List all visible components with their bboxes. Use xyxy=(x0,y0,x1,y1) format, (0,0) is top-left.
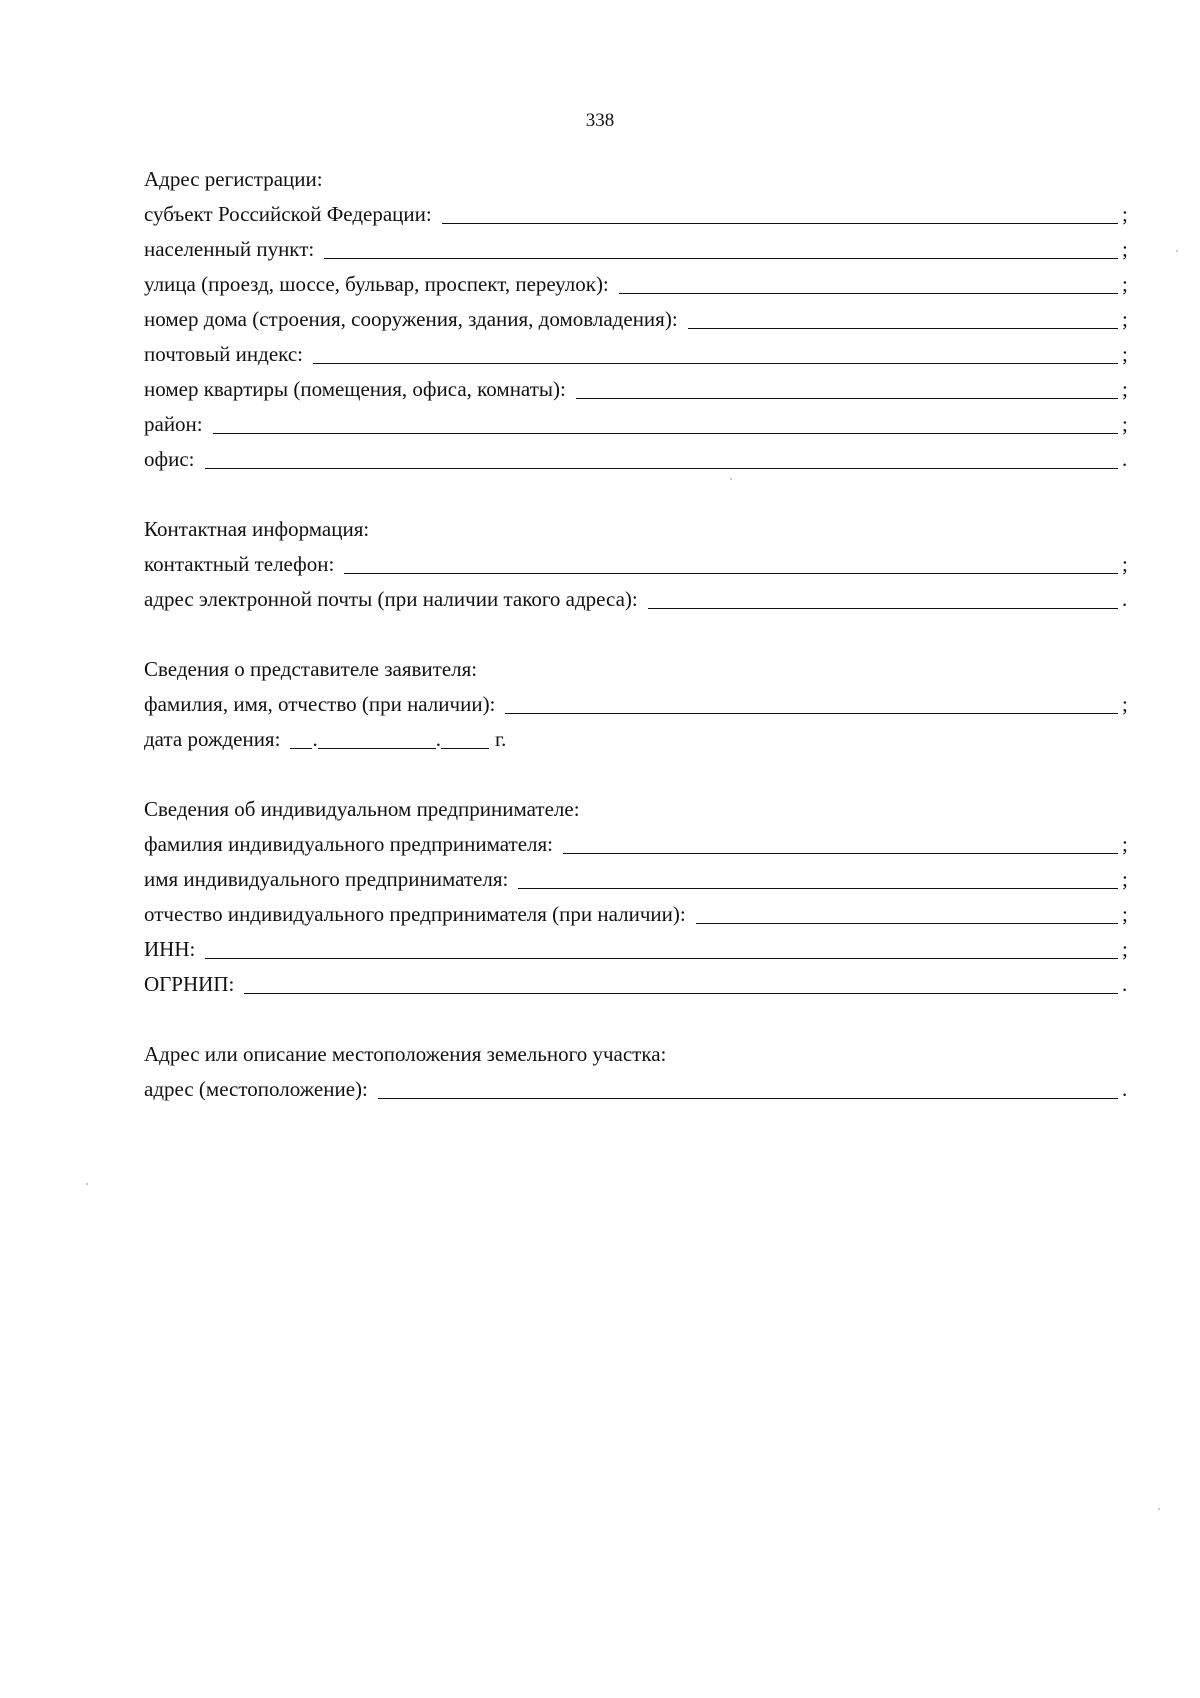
locality-field[interactable] xyxy=(324,235,1118,259)
scan-speck xyxy=(730,478,732,480)
field-terminator: ; xyxy=(1122,202,1128,226)
entrepreneur-patronymic-field[interactable] xyxy=(696,900,1118,924)
entrepreneur-name-field[interactable] xyxy=(518,865,1118,889)
postal-code-field[interactable] xyxy=(313,340,1118,364)
field-row-phone xyxy=(144,547,1134,582)
date-separator: . xyxy=(435,727,441,751)
field-terminator: ; xyxy=(1122,867,1128,891)
entrepreneur-section xyxy=(144,792,1134,1002)
field-terminator: ; xyxy=(1122,832,1128,856)
field-row-locality xyxy=(144,232,1134,267)
registration-section xyxy=(144,162,1134,477)
ogrnip-field[interactable] xyxy=(244,970,1118,994)
field-row-birth-date xyxy=(144,722,1134,757)
field-terminator: ; xyxy=(1122,237,1128,261)
field-row-land-address xyxy=(144,1072,1134,1107)
house-number-field[interactable] xyxy=(688,305,1118,329)
entrepreneur-surname-field[interactable] xyxy=(563,830,1118,854)
field-terminator: ; xyxy=(1122,937,1128,961)
field-terminator: ; xyxy=(1122,272,1128,296)
registration-heading: Адрес регистрации: xyxy=(144,167,323,191)
field-row-house xyxy=(144,302,1134,337)
field-label: улица (проезд, шоссе, бульвар, проспект, переулок): xyxy=(144,272,609,296)
apartment-field[interactable] xyxy=(576,375,1118,399)
field-label: контактный телефон: xyxy=(144,552,335,576)
field-row-ogrnip xyxy=(144,967,1134,1002)
field-label: субъект Российской Федерации: xyxy=(144,202,432,226)
inn-field[interactable] xyxy=(205,935,1118,959)
field-label: адрес электронной почты (при наличии такого адреса): xyxy=(144,587,638,611)
field-terminator: ; xyxy=(1122,552,1128,576)
field-terminator: . xyxy=(1122,1077,1128,1101)
representative-section xyxy=(144,652,1134,757)
phone-field[interactable] xyxy=(344,550,1118,574)
field-label: номер дома (строения, сооружения, здания, домовладения): xyxy=(144,307,678,331)
scan-speck xyxy=(86,1183,88,1185)
field-terminator: ; xyxy=(1122,377,1128,401)
field-row-region xyxy=(144,197,1134,232)
field-label: ИНН: xyxy=(144,937,196,961)
region-field[interactable] xyxy=(442,200,1118,224)
field-terminator: . xyxy=(1122,447,1128,471)
year-suffix: г. xyxy=(494,727,507,751)
field-row-entrepreneur-surname xyxy=(144,827,1134,862)
field-terminator: ; xyxy=(1122,342,1128,366)
field-row-entrepreneur-name xyxy=(144,862,1134,897)
field-terminator: ; xyxy=(1122,902,1128,926)
field-label: ОГРНИП: xyxy=(144,972,235,996)
birth-day-field[interactable] xyxy=(290,725,312,749)
field-row-apartment xyxy=(144,372,1134,407)
representative-name-field[interactable] xyxy=(505,690,1118,714)
field-label: имя индивидуального предпринимателя: xyxy=(144,867,509,891)
contact-section xyxy=(144,512,1134,617)
field-terminator: ; xyxy=(1122,412,1128,436)
field-row-email xyxy=(144,582,1134,617)
street-field[interactable] xyxy=(619,270,1118,294)
field-label: адрес (местоположение): xyxy=(144,1077,368,1101)
page-number: 338 xyxy=(585,110,615,131)
field-label: номер квартиры (помещения, офиса, комнаты): xyxy=(144,377,566,401)
field-terminator: ; xyxy=(1122,307,1128,331)
field-label: фамилия индивидуального предпринимателя: xyxy=(144,832,553,856)
field-terminator: . xyxy=(1122,587,1128,611)
birth-year-field[interactable] xyxy=(441,725,489,749)
field-label: фамилия, имя, отчество (при наличии): xyxy=(144,692,496,716)
field-terminator: . xyxy=(1122,972,1128,996)
birth-month-field[interactable] xyxy=(318,725,436,749)
district-field[interactable] xyxy=(213,410,1118,434)
office-field[interactable] xyxy=(205,445,1118,469)
representative-heading: Сведения о представителе заявителя: xyxy=(144,657,478,681)
field-label: отчество индивидуального предпринимателя (при наличии): xyxy=(144,902,686,926)
field-terminator: ; xyxy=(1122,692,1128,716)
field-label: офис: xyxy=(144,447,195,471)
scan-speck xyxy=(1158,1508,1160,1510)
field-label: район: xyxy=(144,412,203,436)
field-row-office xyxy=(144,442,1134,477)
field-label: дата рождения: xyxy=(144,727,281,751)
field-row-district xyxy=(144,407,1134,442)
field-row-postcode xyxy=(144,337,1134,372)
contact-heading: Контактная информация: xyxy=(144,517,370,541)
scan-speck xyxy=(1176,250,1178,252)
field-row-inn xyxy=(144,932,1134,967)
field-row-entrepreneur-patronymic xyxy=(144,897,1134,932)
land-section xyxy=(144,1037,1134,1107)
land-address-field[interactable] xyxy=(378,1075,1118,1099)
field-label: населенный пункт: xyxy=(144,237,315,261)
date-separator: . xyxy=(312,727,318,751)
email-field[interactable] xyxy=(648,585,1118,609)
land-heading: Адрес или описание местоположения земельного участка: xyxy=(144,1042,667,1066)
field-row-representative-name xyxy=(144,687,1134,722)
form-content xyxy=(144,162,1134,1107)
field-label: почтовый индекс: xyxy=(144,342,303,366)
entrepreneur-heading: Сведения об индивидуальном предпринимателе: xyxy=(144,797,580,821)
field-row-street xyxy=(144,267,1134,302)
